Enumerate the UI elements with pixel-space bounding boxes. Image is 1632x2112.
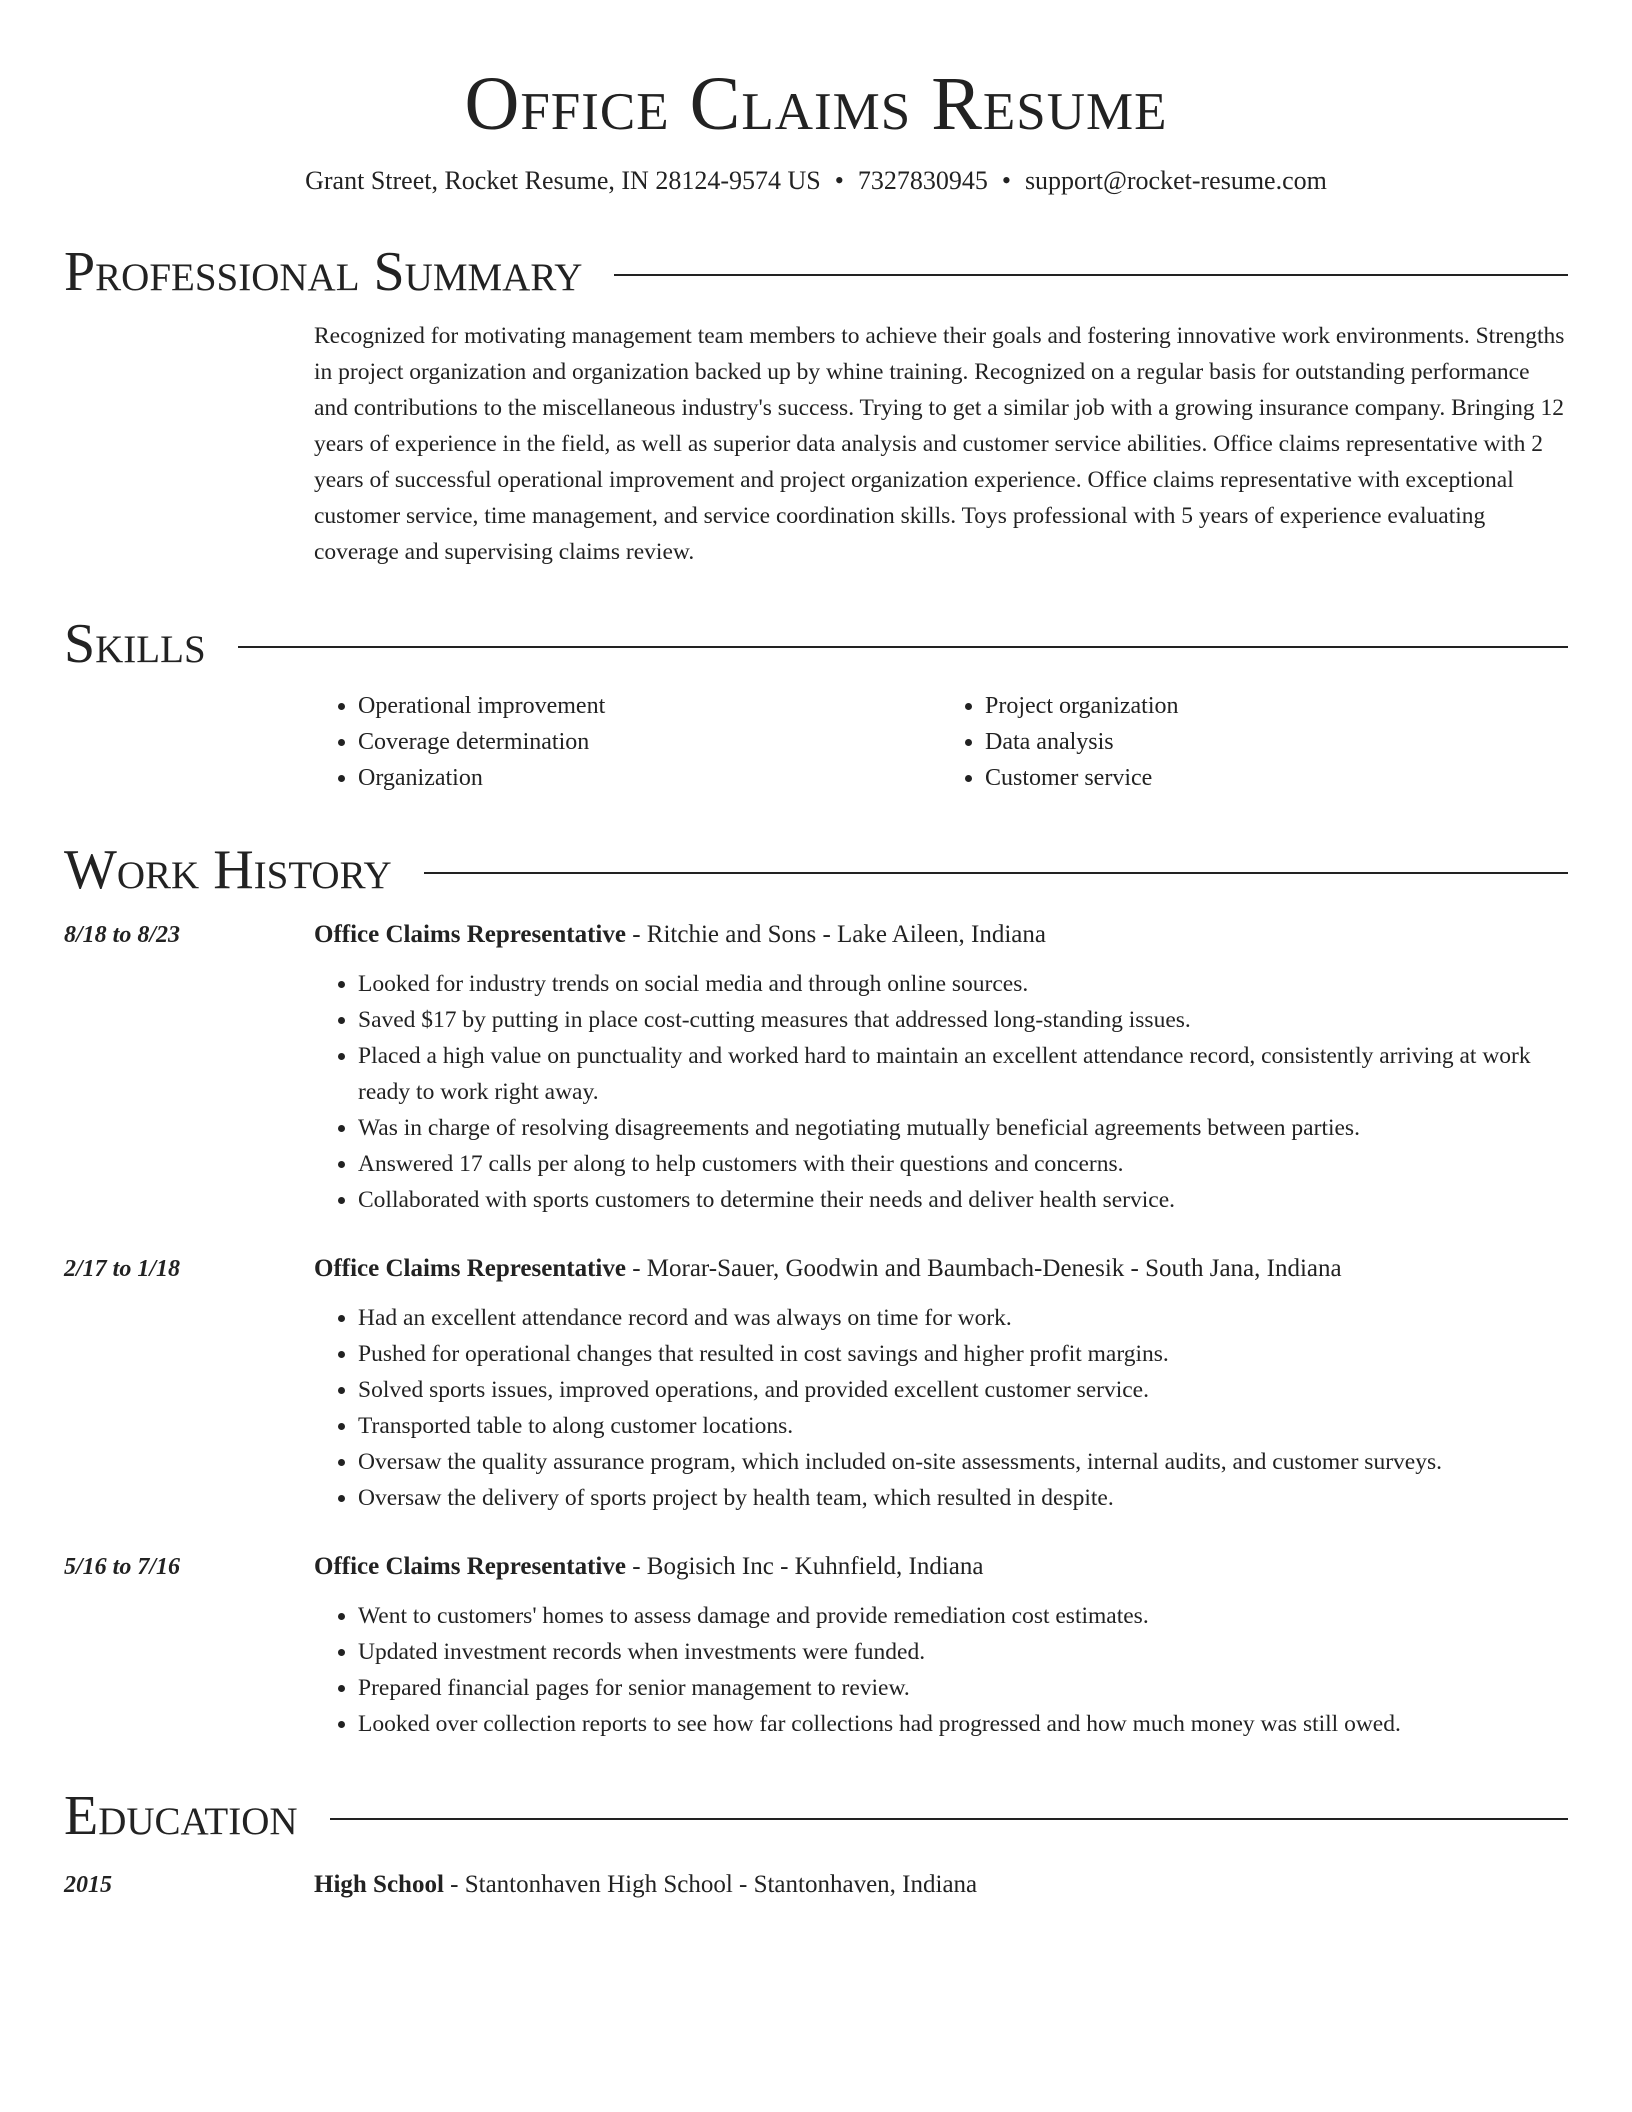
work-section-heading <box>64 838 1568 902</box>
contact-email: support@rocket-resume.com <box>1024 166 1327 195</box>
job-dates: 8/18 to 8/23 <box>64 922 181 948</box>
job-entry <box>64 916 1568 1218</box>
job-bullet: • Looked over collection reports to see how far collections had progressed and how much money was still owed. <box>358 1706 1568 1742</box>
summary-section-heading <box>64 240 1568 304</box>
contact-phone: 7327830945 <box>857 166 988 195</box>
job-bullet: • Solved sports issues, improved operations, and provided excellent customer service. <box>358 1372 1568 1408</box>
contact-line <box>64 164 1568 198</box>
job-heading <box>314 1548 1568 1586</box>
job-details: - Ritchie and Sons - Lake Aileen, Indiana <box>625 921 1046 948</box>
education-heading: Education <box>64 1785 298 1847</box>
job-bullet: • Oversaw the quality assurance program, which included on-site assessments, internal audits, and customer surveys. <box>358 1444 1568 1480</box>
education-year: 2015 <box>64 1872 112 1898</box>
job-bullet: • Oversaw the delivery of sports project by health team, which resulted in despite. <box>358 1480 1568 1516</box>
job-bullet: • Was in charge of resolving disagreements and negotiating mutually beneficial agreements between parties. <box>358 1110 1568 1146</box>
job-entry <box>64 1250 1568 1516</box>
education-details: - Stantonhaven High School - Stantonhaven, Indiana <box>443 1871 978 1898</box>
work-heading: Work History <box>64 839 392 901</box>
skills-list-right <box>941 688 1568 796</box>
job-bullet: • Had an excellent attendance record and was always on time for work. <box>358 1300 1568 1336</box>
job-heading <box>314 916 1568 954</box>
job-bullets <box>314 966 1568 1218</box>
skill-item: • Customer service <box>985 760 1568 796</box>
skill-item: • Organization <box>358 760 941 796</box>
contact-separator: • <box>1001 166 1011 195</box>
skills-section-heading <box>64 612 1568 676</box>
job-heading <box>314 1250 1568 1288</box>
education-degree: High School <box>314 1871 444 1898</box>
skills-grid <box>314 688 1568 796</box>
job-bullet: • Answered 17 calls per along to help customers with their questions and concerns. <box>358 1146 1568 1182</box>
job-dates: 2/17 to 1/18 <box>64 1256 181 1282</box>
contact-separator: • <box>834 166 844 195</box>
job-entry <box>64 1548 1568 1742</box>
skill-item: • Operational improvement <box>358 688 941 724</box>
job-title: Office Claims Representative <box>314 1255 626 1282</box>
section-divider <box>424 872 1568 874</box>
education-section-heading <box>64 1784 1568 1848</box>
job-main <box>314 1250 1568 1516</box>
job-bullet: • Updated investment records when investments were funded. <box>358 1634 1568 1670</box>
job-bullets <box>314 1598 1568 1742</box>
job-bullet: • Prepared financial pages for senior management to review. <box>358 1670 1568 1706</box>
job-bullet: • Placed a high value on punctuality and worked hard to maintain an excellent attendance record, consistently arriving at work ready to work right away. <box>358 1038 1568 1110</box>
education-entry <box>64 1866 1568 1904</box>
section-divider <box>238 646 1568 648</box>
skills-list-left <box>314 688 941 796</box>
job-bullet: • Went to customers' homes to assess damage and provide remediation cost estimates. <box>358 1598 1568 1634</box>
job-details: - Bogisich Inc - Kuhnfield, Indiana <box>625 1553 984 1580</box>
contact-address: Grant Street, Rocket Resume, IN 28124-9574 US <box>305 166 821 195</box>
job-bullet: • Transported table to along customer locations. <box>358 1408 1568 1444</box>
job-bullets <box>314 1300 1568 1516</box>
section-divider <box>330 1818 1568 1820</box>
summary-section <box>314 318 1568 570</box>
job-bullet: • Collaborated with sports customers to determine their needs and deliver health service. <box>358 1182 1568 1218</box>
job-main <box>314 916 1568 1218</box>
job-main <box>314 1548 1568 1742</box>
job-bullet: • Saved $17 by putting in place cost-cutting measures that addressed long-standing issues. <box>358 1002 1568 1038</box>
skills-heading: Skills <box>64 613 206 675</box>
job-bullet: • Pushed for operational changes that resulted in cost savings and higher profit margins. <box>358 1336 1568 1372</box>
job-title: Office Claims Representative <box>314 1553 626 1580</box>
resume-title: Office Claims Resume <box>464 62 1168 146</box>
job-bullet: • Looked for industry trends on social media and through online sources. <box>358 966 1568 1002</box>
summary-heading: Professional Summary <box>64 241 583 303</box>
skill-item: • Coverage determination <box>358 724 941 760</box>
skill-item: • Project organization <box>985 688 1568 724</box>
section-divider <box>614 274 1568 276</box>
education-heading-line <box>314 1866 977 1904</box>
job-details: - Morar-Sauer, Goodwin and Baumbach-Denesik - South Jana, Indiana <box>625 1255 1342 1282</box>
skill-item: • Data analysis <box>985 724 1568 760</box>
summary-text: Recognized for motivating management team members to achieve their goals and fostering innovative work environments. Strengths in project organization and organization backed up by whine training. Recognized on a regular basis for outstanding performance and contributions to the miscellaneous industry's success. Trying to get a similar job with a growing insurance company. Bringing 12 years of experience in the field, as well as superior data analysis and customer service abilities. Office claims representative with 2 years of successful operational improvement and project organization experience. Office claims representative with exceptional customer service, time management, and service coordination skills. Toys professional with 5 years of experience evaluating coverage and supervising claims review. <box>314 323 1565 565</box>
job-title: Office Claims Representative <box>314 921 626 948</box>
skills-section <box>314 688 1568 796</box>
job-dates: 5/16 to 7/16 <box>64 1554 181 1580</box>
